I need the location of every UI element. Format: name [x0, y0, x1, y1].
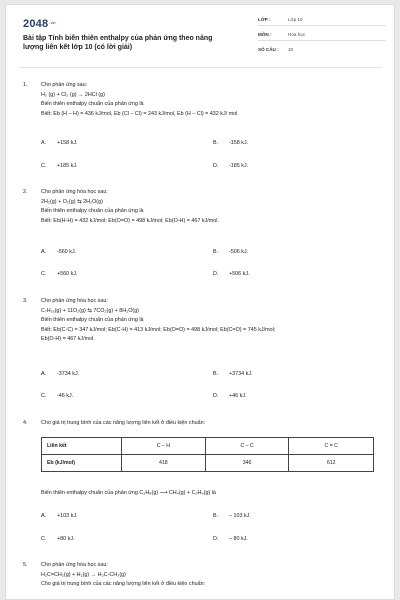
- site-logo[interactable]: $2048^{.vn}$: [23, 18, 56, 30]
- q1-option-d[interactable]: D. -185 kJ.: [213, 163, 249, 169]
- q1-option-c[interactable]: C. +185 kJ.: [41, 163, 78, 169]
- table-header-cell: C – H: [122, 438, 206, 455]
- q2-option-b[interactable]: B. -506 kJ.: [213, 249, 249, 255]
- question-data: Biết: Eb (H – H) = 436 kJ/mol, Eb (Cl – Cl) = 243 kJ/mol, Eb (H – Cl) = 432 kJ/ mol: [41, 110, 238, 117]
- question-text: Cho phản ứng hóa học sau:: [41, 189, 108, 195]
- table-header-cell: C = C: [289, 438, 374, 455]
- question-text: Cho giá trị trung bình của các năng lượng liên kết ở điều kiện chuẩn:: [41, 581, 206, 588]
- question-text: Biến thiên enthalpy chuẩn của phản ứng là: [41, 208, 144, 215]
- q3-option-d[interactable]: D. +46 kJ.: [213, 393, 247, 399]
- question-text: Cho phản ứng hóa học sau:: [41, 562, 108, 568]
- table-header-row: [42, 438, 374, 455]
- q4-option-a[interactable]: A. +103 kJ.: [41, 513, 78, 519]
- header-divider: [20, 67, 382, 68]
- question-text: Biến thiên enthalpy chuẩn của phản ứng là: [41, 317, 144, 324]
- q4-option-d[interactable]: D. – 80 kJ.: [213, 536, 248, 542]
- q2-option-d[interactable]: D. +506 kJ.: [213, 271, 250, 277]
- table-row-label: Eb (kJ/mol): [42, 455, 122, 472]
- question-data: Biết: Eb(C-C) = 347 kJ/mol; Eb(C-H) = 413 kJ/mol; Eb(O=O) = 498 kJ/mol; Eb(C=O) = 745 kJ/mol;: [41, 326, 276, 333]
- q3-option-a[interactable]: A. -3734 kJ.: [41, 371, 80, 377]
- worksheet-page: $2048^{.vn}$ Bài tập Tính biến thiên enthalpy của phản ứng theo năng lượng liên kết lớp 10 (có lời giải) LỚP : Lớp 10 MÔN : Hóa học SỐ CÂU : 10 1. Cho phản ứng sau: H₂ (g) + Cl₂ (g) → 2HCl (g) Biến thiên enthalpy chuẩn của phản ứng là Biết: Eb (H – H) = 436 kJ/mol, Eb (Cl – Cl) = 243 kJ/mol, Eb (H – Cl) = 432 kJ/ mol A. +158 kJ. B. -158 kJ. C. +185 kJ. D. -185 kJ. 2. Cho phản ứng hóa học sau: 2H₂(g) + O₂(g) ⇆ 2H₂O(g) Biến thiên enthalpy chuẩn của phản ứng là Biết: Eb(H-H) = 432 kJ/mol; Eb(O=O) = 498 kJ/mol; Eb(O-H) = 467 kJ/mol. A. -560 kJ. B. -506 kJ. C. +560 kJ. D. +506 kJ. 3. Cho phản ứng hóa học sau: C₇H₁₆(g) + 11O₂(g) ⇆ 7CO₂(g) + 8H₂O(g) Biến thiên enthalpy chuẩn của phản ứng là Biết: Eb(C-C) = 347 kJ/mol; Eb(C-H) = 413 kJ/mol; Eb(O=O) = 498 kJ/mol; Eb(C=O) = 745 kJ/mol; Eb(O-H) = 467 kJ/mol. A. -3734 kJ. B. +3734 kJ. C. -46 kJ. D. +46 kJ. 4. Cho giá trị trung bình của các năng lượng liên kết ở điều kiện chuẩn: Liên kết C – H C – C C = C Eb (kJ/mol) 418 346 612 Biến thiên enthalpy chuẩn của phản ứng C₃H₈(g) ⟶ CH₄(g) + C₂H₄(g) là A. +103 kJ. B. – 103 kJ. C. +80 kJ. D. – 80 kJ. 5. Cho phản ứng hóa học sau: H₂C=CH₂(g) + H₂(g) → H₃C-CH₃(g) Cho giá trị trung bình của các năng lượng liên kết ở điều kiện chuẩn:: [5, 4, 395, 600]
- q1-option-a[interactable]: A. +158 kJ.: [41, 140, 78, 146]
- question-equation: H₂ (g) + Cl₂ (g) → 2HCl (g): [41, 91, 105, 98]
- question-text: Cho phản ứng hóa học sau:: [41, 298, 108, 304]
- table-row: [42, 455, 374, 472]
- table-header-cell: C – C: [205, 438, 289, 455]
- question-text: Biến thiên enthalpy chuẩn của phản ứng là: [41, 101, 144, 108]
- question-data: Biết: Eb(H-H) = 432 kJ/mol; Eb(O=O) = 498 kJ/mol; Eb(O-H) = 467 kJ/mol.: [41, 217, 219, 224]
- q1-option-b[interactable]: B. -158 kJ.: [213, 140, 249, 146]
- q4-option-b[interactable]: B. – 103 kJ.: [213, 513, 251, 519]
- q3-option-b[interactable]: B. +3734 kJ.: [213, 371, 253, 377]
- document-title: Bài tập Tính biến thiên enthalpy của phản ứng theo năng lượng liên kết lớp 10 (có lời giải): [23, 35, 213, 51]
- question-equation: H₂C=CH₂(g) + H₂(g) → H₃C-CH₃(g): [41, 571, 126, 578]
- q4-option-c[interactable]: C. +80 kJ.: [41, 536, 75, 542]
- q3-option-c[interactable]: C. -46 kJ.: [41, 393, 74, 399]
- q2-option-c[interactable]: C. +560 kJ.: [41, 271, 78, 277]
- question-text: Cho phản ứng sau:: [41, 82, 88, 88]
- question-data: Eb(O-H) = 467 kJ/mol.: [41, 336, 95, 343]
- table-cell: 418: [122, 455, 206, 472]
- q2-option-a[interactable]: A. -560 kJ.: [41, 249, 77, 255]
- question-text: Biến thiên enthalpy chuẩn của phản ứng C₃H₈(g) ⟶ CH₄(g) + C₂H₄(g) là: [41, 490, 216, 496]
- document-header: $2048^{.vn}$ Bài tập Tính biến thiên enthalpy của phản ứng theo năng lượng liên kết lớp 10 (có lời giải) LỚP : Lớp 10 MÔN : Hóa học SỐ CÂU : 10: [6, 5, 395, 67]
- table-cell: 346: [205, 455, 289, 472]
- table-header-cell: Liên kết: [42, 438, 122, 455]
- question-equation: C₇H₁₆(g) + 11O₂(g) ⇆ 7CO₂(g) + 8H₂O(g): [41, 307, 140, 314]
- bond-energy-table: [41, 437, 374, 472]
- table-cell: 612: [289, 455, 374, 472]
- question-equation: 2H₂(g) + O₂(g) ⇆ 2H₂O(g): [41, 198, 103, 205]
- question-text: Cho giá trị trung bình của các năng lượng liên kết ở điều kiện chuẩn:: [41, 420, 206, 426]
